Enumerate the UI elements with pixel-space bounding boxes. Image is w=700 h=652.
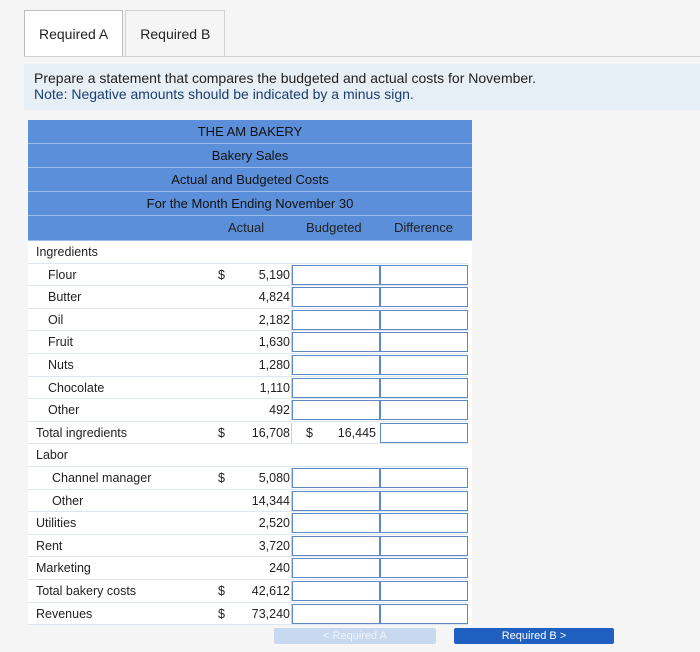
statement-row <box>28 354 472 377</box>
actual-value: 4,824 <box>258 290 290 305</box>
actual-value: 2,520 <box>258 516 290 531</box>
statement-row <box>28 557 472 580</box>
dollar-sign: $ <box>218 267 225 282</box>
row-label: Ingredients <box>36 245 98 259</box>
budgeted-input[interactable] <box>292 581 380 601</box>
next-button[interactable]: Required B > <box>454 628 614 644</box>
actual-value: 5,080 <box>258 470 290 485</box>
row-label: Labor <box>36 448 68 463</box>
statement-period: For the Month Ending November 30 <box>28 192 472 216</box>
dollar-sign: $ <box>218 606 225 621</box>
actual-value: 3,720 <box>258 538 290 553</box>
dollar-sign: $ <box>218 470 225 485</box>
statement-row <box>28 399 472 422</box>
budgeted-input[interactable] <box>292 310 380 330</box>
difference-input[interactable] <box>380 513 468 533</box>
difference-input[interactable] <box>380 536 468 556</box>
difference-input[interactable] <box>380 310 468 330</box>
row-label: Fruit <box>48 335 73 350</box>
statement-row <box>28 422 472 445</box>
difference-input[interactable] <box>380 581 468 601</box>
difference-input[interactable] <box>380 423 468 443</box>
instructions-prompt: Prepare a statement that compares the budgeted and actual costs for November. <box>34 70 536 86</box>
actual-value: 2,182 <box>258 312 290 327</box>
company-name: THE AM BAKERY <box>28 120 472 144</box>
statement-table <box>28 120 472 625</box>
difference-input[interactable] <box>380 604 468 624</box>
statement-row <box>28 603 472 626</box>
budgeted-input[interactable] <box>292 558 380 578</box>
statement-row <box>28 580 472 603</box>
budgeted-input[interactable] <box>292 513 380 533</box>
actual-value: 14,344 <box>251 493 290 508</box>
row-label: Marketing <box>36 561 91 576</box>
row-label: Flour <box>48 267 77 282</box>
dollar-sign: $ <box>218 425 225 440</box>
actual-value: 1,110 <box>259 380 290 395</box>
budgeted-dollar-sign: $ <box>306 425 313 440</box>
col-budgeted-header: Budgeted <box>306 220 362 235</box>
statement-row <box>28 377 472 400</box>
actual-value: 492 <box>269 403 290 418</box>
column-header-row <box>28 216 472 241</box>
col-actual-header: Actual <box>228 220 265 235</box>
statement-row <box>28 264 472 287</box>
difference-input[interactable] <box>380 468 468 488</box>
tab-required-a[interactable]: Required A <box>24 10 123 56</box>
budgeted-input[interactable] <box>292 287 380 307</box>
budgeted-input[interactable] <box>292 604 380 624</box>
budgeted-value: 16,445 <box>337 425 376 440</box>
difference-input[interactable] <box>380 400 468 420</box>
budgeted-input[interactable] <box>292 400 380 420</box>
actual-value: 73,240 <box>251 606 290 621</box>
budgeted-input[interactable] <box>292 332 380 352</box>
actual-value: 1,630 <box>258 335 290 350</box>
budgeted-input[interactable] <box>292 265 380 285</box>
instructions-panel <box>24 64 700 110</box>
statement-row <box>28 490 472 513</box>
statement-row <box>28 309 472 332</box>
difference-input[interactable] <box>380 287 468 307</box>
tab-divider <box>24 56 700 57</box>
row-label: Oil <box>48 312 64 327</box>
row-label: Nuts <box>48 357 74 372</box>
difference-input[interactable] <box>380 378 468 398</box>
statement-row <box>28 444 472 467</box>
statement-row <box>28 467 472 490</box>
prev-button[interactable]: < Required A <box>274 628 436 644</box>
difference-input[interactable] <box>380 332 468 352</box>
statement-row <box>28 286 472 309</box>
dollar-sign: $ <box>218 583 225 598</box>
actual-value: 16,708 <box>251 425 290 440</box>
budgeted-input[interactable] <box>292 355 380 375</box>
tab-required-b[interactable]: Required B <box>125 10 225 56</box>
statement-row <box>28 241 472 264</box>
difference-input[interactable] <box>380 265 468 285</box>
actual-value: 240 <box>269 561 290 576</box>
row-label: Utilities <box>36 516 77 531</box>
col-difference-header: Difference <box>394 220 454 235</box>
statement-body <box>28 241 472 625</box>
budgeted-input[interactable] <box>292 468 380 488</box>
row-label: Revenues <box>36 606 93 621</box>
row-label: Chocolate <box>48 380 105 395</box>
row-label: Total bakery costs <box>36 583 137 598</box>
difference-input[interactable] <box>380 558 468 578</box>
actual-value: 42,612 <box>251 583 290 598</box>
statement-row <box>28 512 472 535</box>
budgeted-input[interactable] <box>292 378 380 398</box>
row-label: Rent <box>36 538 63 553</box>
difference-input[interactable] <box>380 355 468 375</box>
statement-row <box>28 331 472 354</box>
row-divider <box>28 624 468 625</box>
row-label: Butter <box>48 290 82 305</box>
budgeted-input[interactable] <box>292 536 380 556</box>
actual-value: 1,280 <box>258 357 290 372</box>
row-label: Other <box>48 403 80 418</box>
statement-subtitle: Bakery Sales <box>28 144 472 168</box>
instructions-note: Note: Negative amounts should be indicated by a minus sign. <box>34 86 414 102</box>
budgeted-input[interactable] <box>292 491 380 511</box>
tab-bar <box>24 10 225 58</box>
difference-input[interactable] <box>380 491 468 511</box>
statement-row <box>28 535 472 558</box>
row-label: Other <box>52 493 84 508</box>
actual-value: 5,190 <box>258 267 290 282</box>
row-label: Channel manager <box>52 470 152 485</box>
row-label: Total ingredients <box>36 425 128 440</box>
statement-subtitle-2: Actual and Budgeted Costs <box>28 168 472 192</box>
